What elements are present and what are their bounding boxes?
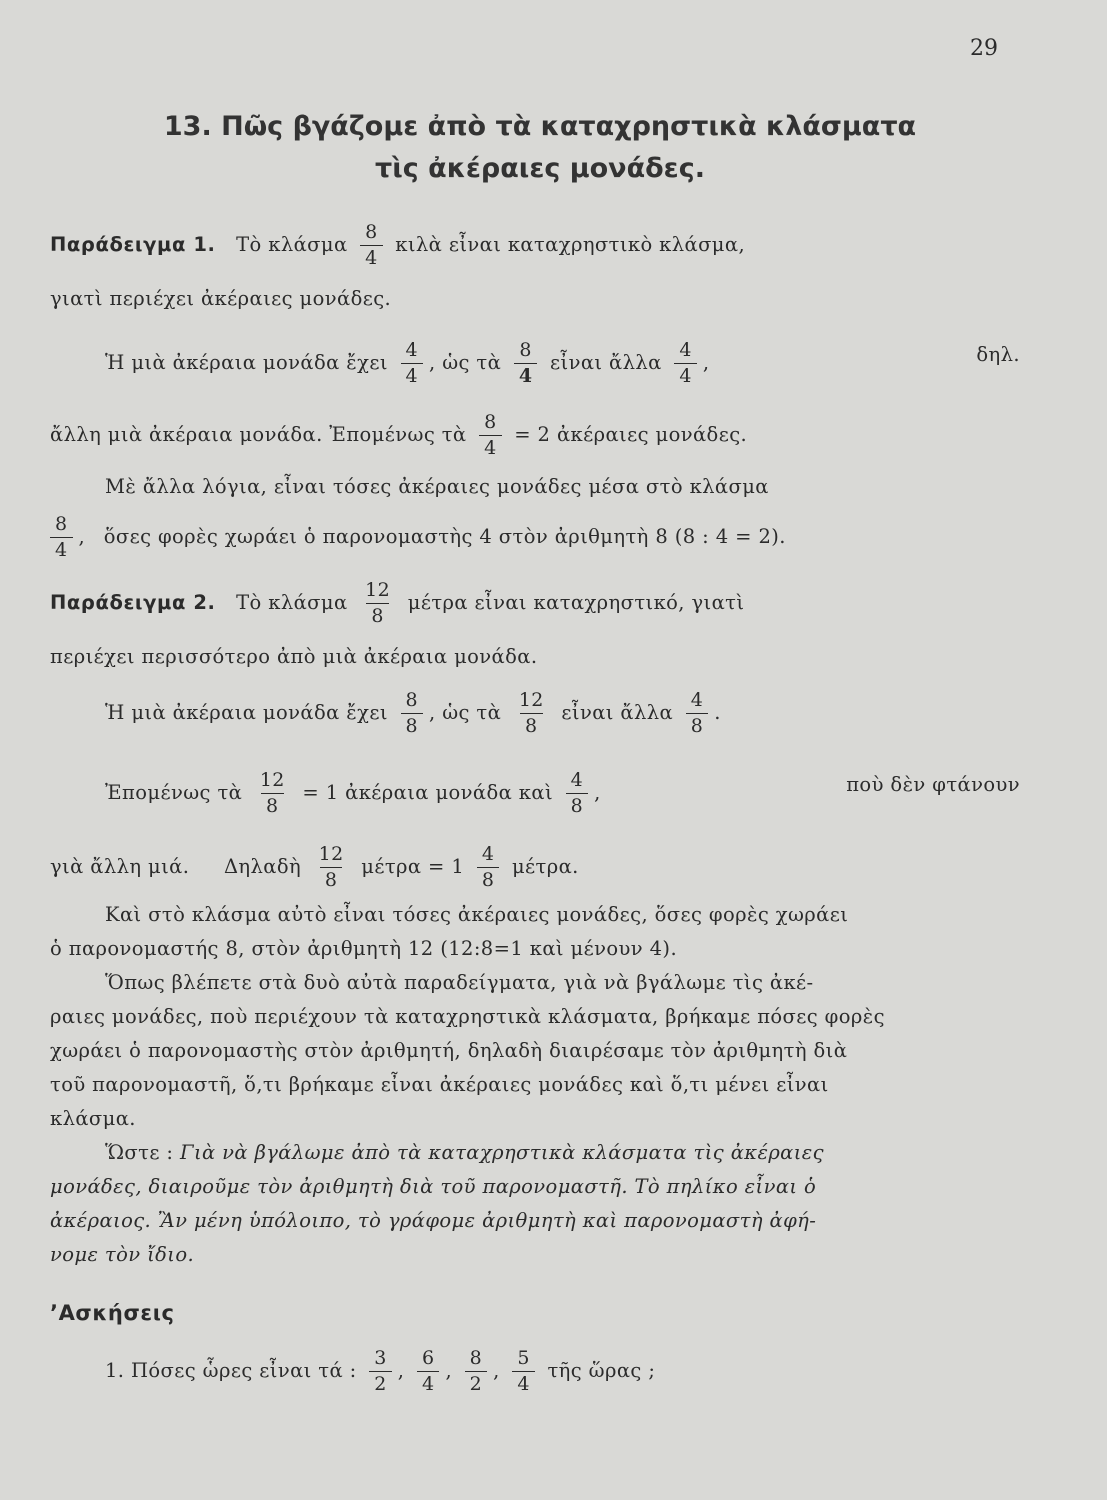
fraction-8-over-4: $\frac{8}{4}$ xyxy=(360,222,383,269)
fraction-4-over-8: $\frac{4}{8}$ xyxy=(566,770,589,817)
body-line-7: κλάσμα. xyxy=(50,1107,136,1130)
fraction-6-over-4: $\frac{6}{4}$ xyxy=(417,1348,440,1395)
exercise-1: 1. Πόσες ὧρες εἶναι τά : $\frac{3}{2}$ , $\frac{6}{4}$ , $\frac{8}{2}$ , $\frac{5}{4}$ τῆς ὥρας ; xyxy=(105,1347,656,1395)
section-heading-line-2: τὶς ἀκέραιες μονάδες. xyxy=(375,153,705,184)
example-1-line-3: Ἡ μιὰ ἀκέραια μονάδα ἔχει $\frac{4}{4}$ , ὡς τὰ $\frac{8}{4}$ εἶναι ἄλλα $\frac{4}{4}$ , δηλ. xyxy=(105,339,1020,387)
rule-line-3: ἀκέραιος. Ἂν μένη ὑπόλοιπο, τὸ γράφομε ἀριθμητὴ καὶ παρονομαστὴ ἀφή- xyxy=(50,1209,817,1232)
fraction-12-over-8: $\frac{12}{8}$ xyxy=(365,579,391,627)
rule-line-2: μονάδες, διαιροῦμε τὸν ἀριθμητὴ διὰ τοῦ παρονομαστῆ. Τὸ πηλίκο εἶναι ὁ xyxy=(50,1175,817,1198)
body-line-3: Ὅπως βλέπετε στὰ δυὸ αὐτὰ παραδείγματα, γιὰ νὰ βγάλωμε τὶς ἀκέ- xyxy=(105,971,814,994)
fraction-8-over-4-bold: $\frac{8}{4}$ xyxy=(514,340,538,387)
page-number: 29 xyxy=(970,36,998,61)
body-line-5: χωράει ὁ παρονομαστὴς στὸν ἀριθμητή, δηλαδὴ διαιρέσαμε τὸν ἀριθμητὴ διὰ xyxy=(50,1039,848,1062)
example-2-line-4: Ἐπομένως τὰ $\frac{12}{8}$ = 1 ἀκέραια μονάδα καὶ $\frac{4}{8}$ , ποὺ δὲν φτάνουν xyxy=(105,769,1020,817)
fraction-12-over-8: $\frac{12}{8}$ xyxy=(518,689,544,737)
rule-line-1: Ὥστε : Γιὰ νὰ βγάλωμε ἀπὸ τὰ καταχρηστικὰ κλάσματα τὶς ἀκέραιες xyxy=(105,1141,824,1164)
body-line-2: ὁ παρονομαστής 8, στὸν ἀριθμητὴ 12 (12:8=1 καὶ μένουν 4). xyxy=(50,937,678,960)
example-1-line-1: Παράδειγμα 1. Τὸ κλάσμα $\frac{8}{4}$ κιλὰ εἶναι καταχρηστικὸ κλάσμα, xyxy=(50,221,746,269)
section-heading-line-1: 13. Πῶς βγάζομε ἀπὸ τὰ καταχρηστικὰ κλάσματα xyxy=(163,111,917,142)
fraction-4-over-4: $\frac{4}{4}$ xyxy=(401,340,424,387)
body-line-6: τοῦ παρονομαστῆ, ὅ,τι βρήκαμε εἶναι ἀκέραιες μονάδες καὶ ὅ,τι μένει εἶναι xyxy=(50,1073,829,1096)
rule-line-4: νομε τὸν ἴδιο. xyxy=(50,1243,195,1266)
example-1-line-6: $\frac{8}{4}$ , ὅσες φορὲς χωράει ὁ παρονομαστὴς 4 στὸν ἀριθμητὴ 8 (8 : 4 = 2). xyxy=(50,514,1020,561)
body-line-4: ραιες μονάδες, ποὺ περιέχουν τὰ καταχρηστικὰ κλάσματα, βρήκαμε πόσες φορὲς xyxy=(50,1005,885,1028)
example-2-line-2: περιέχει περισσότερο ἀπὸ μιὰ ἀκέραια μονάδα. xyxy=(50,645,538,668)
example-2-line-5: γιὰ ἄλλη μιά. Δηλαδὴ $\frac{12}{8}$ μέτρα = 1 $\frac{4}{8}$ μέτρα. xyxy=(50,843,579,891)
example-2-label: Παράδειγμα 2. xyxy=(50,591,216,614)
fraction-8-over-4: $\frac{8}{4}$ xyxy=(50,514,73,561)
fraction-4-over-8: $\frac{4}{8}$ xyxy=(477,844,500,891)
body-line-1: Καὶ στὸ κλάσμα αὐτὸ εἶναι τόσες ἀκέραιες μονάδες, ὅσες φορὲς χωράει xyxy=(105,903,849,926)
fraction-5-over-4: $\frac{5}{4}$ xyxy=(512,1348,535,1395)
fraction-3-over-2: $\frac{3}{2}$ xyxy=(369,1348,392,1395)
example-1-line-2: γιατὶ περιέχει ἀκέραιες μονάδες. xyxy=(50,287,392,310)
fraction-8-over-8: $\frac{8}{8}$ xyxy=(401,690,424,737)
fraction-4-over-8: $\frac{4}{8}$ xyxy=(686,690,709,737)
example-1-line-4: ἄλλη μιὰ ἀκέραια μονάδα. Ἐπομένως τὰ $\frac{8}{4}$ = 2 ἀκέραιες μονάδες. xyxy=(50,411,748,459)
example-1-label: Παράδειγμα 1. xyxy=(50,233,216,256)
fraction-4-over-4: $\frac{4}{4}$ xyxy=(674,340,697,387)
fraction-8-over-2: $\frac{8}{2}$ xyxy=(465,1348,488,1395)
example-2-line-3: Ἡ μιὰ ἀκέραια μονάδα ἔχει $\frac{8}{8}$ , ὡς τὰ $\frac{12}{8}$ εἶναι ἄλλα $\frac{4}{8}$ . xyxy=(105,689,721,737)
exercises-title: ʼΑσκήσεις xyxy=(50,1301,175,1325)
example-2-line-1: Παράδειγμα 2. Τὸ κλάσμα $\frac{12}{8}$ μέτρα εἶναι καταχρηστικό, γιατὶ xyxy=(50,579,745,627)
fraction-12-over-8: $\frac{12}{8}$ xyxy=(318,843,344,891)
fraction-8-over-4: $\frac{8}{4}$ xyxy=(479,412,502,459)
fraction-12-over-8: $\frac{12}{8}$ xyxy=(259,769,285,817)
example-1-line-5: Μὲ ἄλλα λόγια, εἶναι τόσες ἀκέραιες μονάδες μέσα στὸ κλάσμα xyxy=(105,475,769,498)
